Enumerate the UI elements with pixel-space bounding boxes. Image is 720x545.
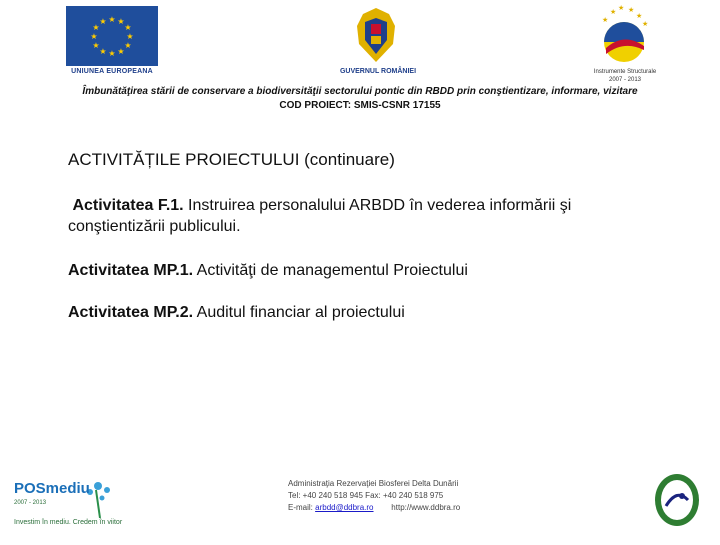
activity-label: Activitatea F.1. bbox=[72, 197, 184, 214]
svg-text:★: ★ bbox=[117, 17, 125, 26]
svg-text:★: ★ bbox=[99, 47, 107, 56]
activity-text: Activităţi de managementul Proiectului bbox=[193, 262, 468, 279]
activity-text: Auditul financiar al proiectului bbox=[193, 304, 405, 321]
posmediu-years: 2007 - 2013 bbox=[14, 500, 47, 506]
gov-caption: GUVERNUL ROMÂNIEI bbox=[339, 68, 417, 75]
svg-text:★: ★ bbox=[99, 17, 107, 26]
activity-item bbox=[68, 195, 668, 237]
posmediu-wordmark: POSmediu bbox=[14, 480, 90, 497]
svg-text:★: ★ bbox=[108, 15, 116, 24]
activity-item bbox=[68, 260, 668, 281]
structural-instruments-caption: Instrumente Structurale 2007 - 2013 bbox=[593, 69, 657, 83]
svg-text:★: ★ bbox=[124, 41, 132, 50]
section-heading: ACTIVITĂȚILE PROIECTULUI (continuare) bbox=[68, 150, 395, 169]
romania-crest-logo bbox=[349, 4, 403, 66]
svg-text:★: ★ bbox=[108, 49, 116, 58]
eu-flag-logo bbox=[66, 6, 158, 66]
arbdd-logo bbox=[652, 470, 702, 530]
website-link[interactable]: http://www.ddbra.ro bbox=[391, 503, 461, 512]
svg-text:★: ★ bbox=[618, 4, 625, 12]
svg-text:★: ★ bbox=[92, 41, 100, 50]
svg-text:★: ★ bbox=[90, 32, 98, 41]
email-link[interactable]: arbdd@ddbra.ro bbox=[315, 503, 374, 512]
posmediu-slogan: Investim în mediu. Credem în viitor bbox=[14, 519, 123, 526]
project-code: COD PROIECT: SMIS-CSNR 17155 bbox=[279, 100, 441, 111]
svg-text:★: ★ bbox=[628, 6, 635, 14]
svg-text:★: ★ bbox=[602, 16, 609, 24]
svg-text:★: ★ bbox=[636, 12, 643, 20]
activity-text: Instruirea personalului ARBDD în vederea informării şi conştientizării publicului. bbox=[68, 197, 572, 235]
contact-block bbox=[288, 478, 460, 514]
svg-text:★: ★ bbox=[126, 32, 134, 41]
svg-text:★: ★ bbox=[117, 47, 125, 56]
email-website-line bbox=[288, 502, 460, 514]
email-label: E-mail: bbox=[288, 503, 316, 512]
svg-text:★: ★ bbox=[642, 20, 649, 28]
project-title: Îmbunătăţirea stării de conservare a biodiversităţii sectorului pontic din RBDD prin conştientizare, informare, vizitare bbox=[82, 86, 638, 97]
activity-label: Activitatea MP.1. bbox=[68, 262, 194, 279]
phone-fax: Tel: +40 240 518 945 Fax: +40 240 518 975 bbox=[288, 491, 444, 500]
structural-instruments-logo bbox=[588, 0, 660, 68]
org-name: Administraţia Rezervaţiei Biosferei Delta Dunării bbox=[288, 479, 459, 488]
svg-text:★: ★ bbox=[92, 23, 100, 32]
activity-item bbox=[68, 302, 668, 323]
svg-text:★: ★ bbox=[124, 23, 132, 32]
svg-text:★: ★ bbox=[610, 8, 617, 16]
eu-caption: UNIUNEA EUROPEANA bbox=[71, 68, 153, 75]
activity-label: Activitatea MP.2. bbox=[68, 304, 194, 321]
